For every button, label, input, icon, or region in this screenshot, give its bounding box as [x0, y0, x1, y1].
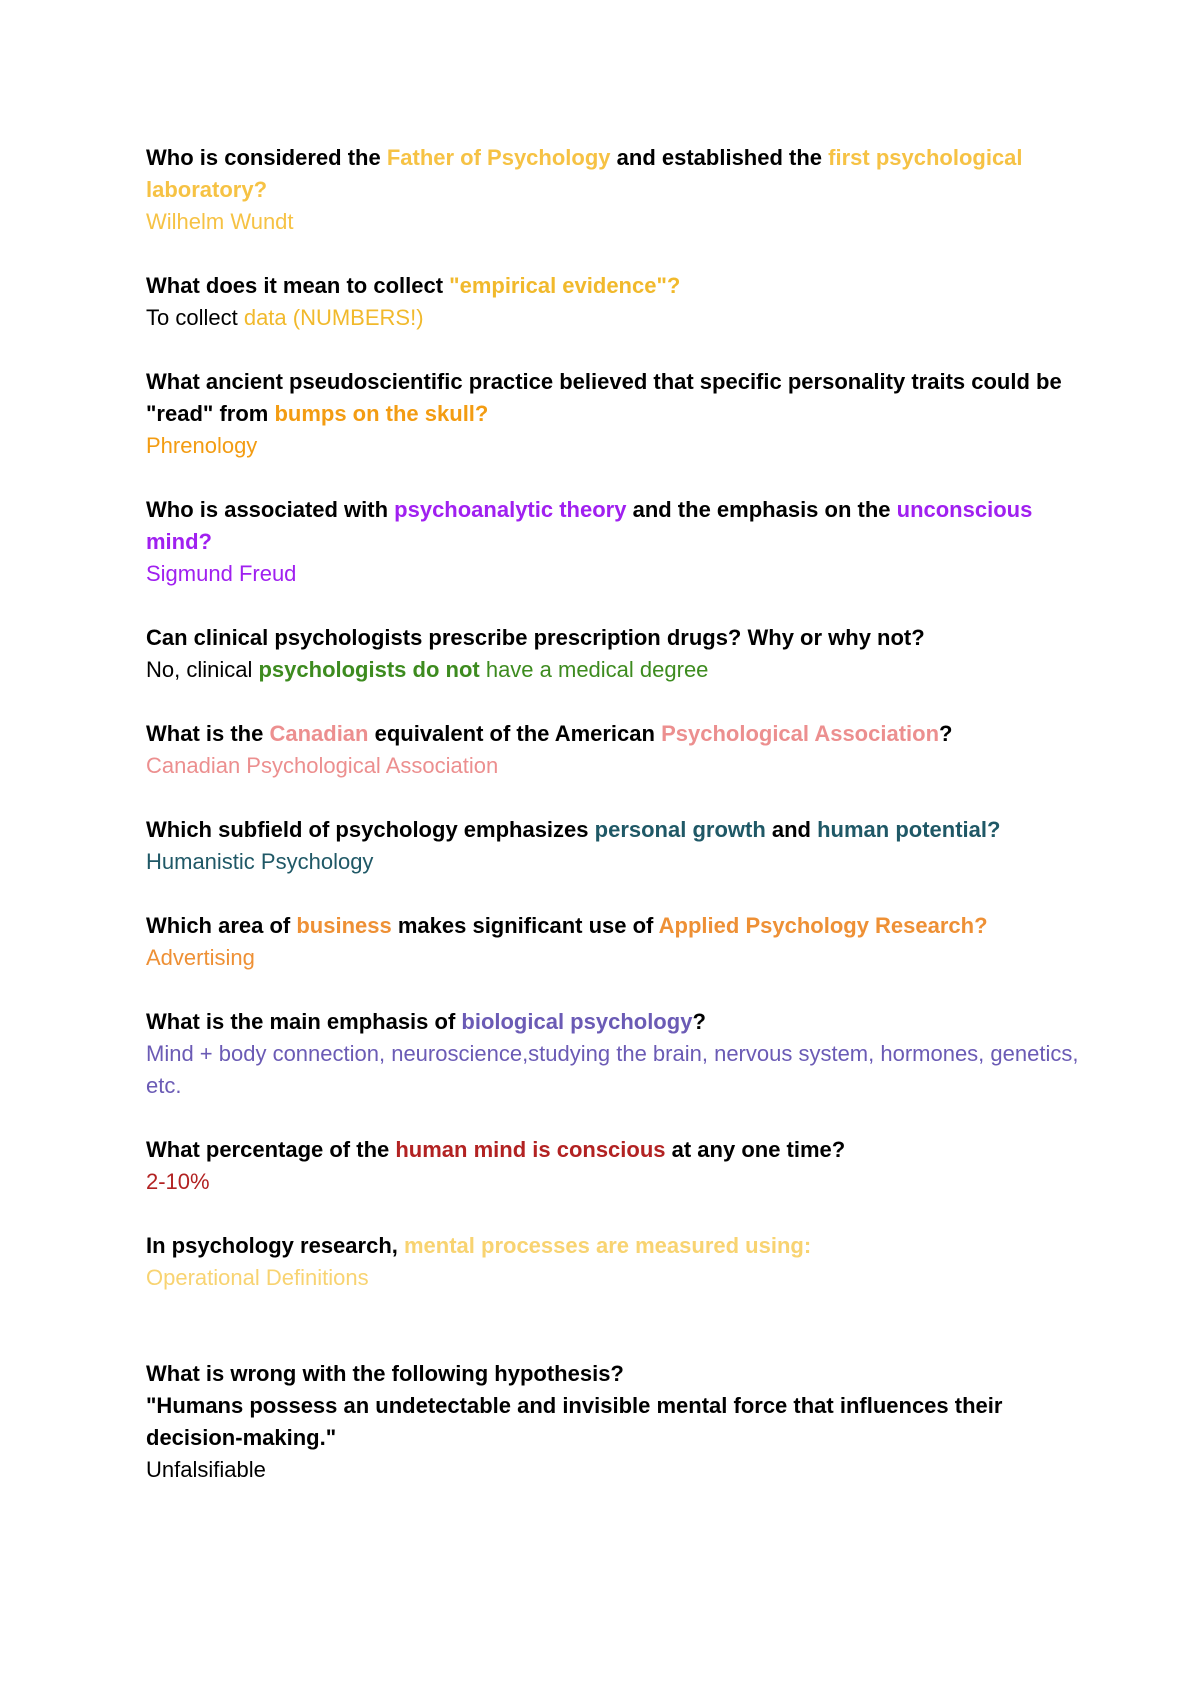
- answer: [146, 1454, 1086, 1486]
- answer-text: Operational Definitions: [146, 1265, 369, 1290]
- question-quote: [146, 1390, 1086, 1454]
- question-text: equivalent of the American: [368, 721, 662, 746]
- question: [146, 910, 1086, 942]
- answer: [146, 846, 1086, 878]
- question-text: and established the: [610, 145, 829, 170]
- question-text: In psychology research,: [146, 1233, 404, 1258]
- question: [146, 1230, 1086, 1262]
- qa-item: [146, 1358, 1086, 1486]
- highlight-text: psychoanalytic theory: [394, 497, 627, 522]
- answer-text: Phrenology: [146, 433, 258, 458]
- answer-text: To collect: [146, 305, 244, 330]
- answer: [146, 942, 1086, 974]
- question-text: ?: [692, 1009, 706, 1034]
- question-text: What percentage of the: [146, 1137, 396, 1162]
- answer: [146, 1166, 1086, 1198]
- qa-item: [146, 1006, 1086, 1102]
- question-text: and the emphasis on the: [626, 497, 897, 522]
- question-text: "Humans possess an undetectable and invisible mental force that influences their decision-making.": [146, 1393, 1003, 1450]
- answer: [146, 1262, 1086, 1294]
- question-text: Can clinical psychologists prescribe prescription drugs? Why or why not?: [146, 625, 925, 650]
- question: [146, 1358, 1086, 1390]
- answer-text: Mind + body connection, neuroscience,studying the brain, nervous system, hormones, genetics, etc.: [146, 1041, 1079, 1098]
- highlight-text: first psychological laboratory?: [146, 145, 1023, 202]
- highlight-text: unconscious mind?: [146, 497, 1033, 554]
- question: [146, 622, 1086, 654]
- qa-item: [146, 910, 1086, 974]
- answer: [146, 302, 1086, 334]
- question-text: Who is considered the: [146, 145, 387, 170]
- highlight-text: Psychological Association: [661, 721, 940, 746]
- answer-text: Sigmund Freud: [146, 561, 297, 586]
- answer-text: Humanistic Psychology: [146, 849, 374, 874]
- qa-item: [146, 142, 1086, 238]
- answer: [146, 654, 1086, 686]
- answer-text: 2-10%: [146, 1169, 210, 1194]
- highlight-text: bumps on the skull?: [274, 401, 489, 426]
- question: [146, 814, 1086, 846]
- question: [146, 494, 1086, 558]
- question-text: What is the: [146, 721, 270, 746]
- question-text: ?: [939, 721, 953, 746]
- answer-text: No, clinical: [146, 657, 259, 682]
- qa-item: [146, 1134, 1086, 1198]
- answer: [146, 206, 1086, 238]
- question-text: What ancient pseudoscientific practice believed that specific personality traits could be "read" from: [146, 369, 1062, 426]
- answer: [146, 1038, 1086, 1102]
- answer: [146, 558, 1086, 590]
- question: [146, 142, 1086, 206]
- answer-text: Advertising: [146, 945, 255, 970]
- answer-text: Unfalsifiable: [146, 1457, 266, 1482]
- highlight-text: Canadian: [269, 721, 369, 746]
- qa-item: [146, 814, 1086, 878]
- question-text: and: [765, 817, 818, 842]
- highlight-text: biological psychology: [461, 1009, 693, 1034]
- question-text: What does it mean to collect: [146, 273, 450, 298]
- qa-item: [146, 270, 1086, 334]
- question-text: What is wrong with the following hypothesis?: [146, 1361, 624, 1386]
- question-text: Which subfield of psychology emphasizes: [146, 817, 595, 842]
- highlight-text: personal growth: [594, 817, 766, 842]
- highlight-text: psychologists do not: [258, 657, 480, 682]
- question: [146, 366, 1086, 430]
- highlight-text: business: [296, 913, 392, 938]
- question-text: makes significant use of: [391, 913, 659, 938]
- document-page: [146, 142, 1086, 1518]
- answer-text: Canadian Psychological Association: [146, 753, 499, 778]
- qa-item: [146, 718, 1086, 782]
- highlight-text: Applied Psychology Research?: [658, 913, 988, 938]
- question: [146, 1006, 1086, 1038]
- highlight-text: data (NUMBERS!): [243, 305, 424, 330]
- question: [146, 1134, 1086, 1166]
- question-text: Who is associated with: [146, 497, 395, 522]
- qa-item: [146, 1230, 1086, 1294]
- question-text: What is the main emphasis of: [146, 1009, 462, 1034]
- question-text: at any one time?: [665, 1137, 846, 1162]
- question: [146, 270, 1086, 302]
- answer-text: have a medical degree: [479, 657, 709, 682]
- highlight-text: "empirical evidence"?: [449, 273, 681, 298]
- highlight-text: Father of Psychology: [386, 145, 611, 170]
- highlight-text: human potential?: [817, 817, 1001, 842]
- answer: [146, 430, 1086, 462]
- highlight-text: human mind is conscious: [395, 1137, 666, 1162]
- qa-item: [146, 494, 1086, 590]
- answer: [146, 750, 1086, 782]
- highlight-text: mental processes are measured using:: [403, 1233, 812, 1258]
- answer-text: Wilhelm Wundt: [146, 209, 294, 234]
- question: [146, 718, 1086, 750]
- qa-item: [146, 366, 1086, 462]
- question-text: Which area of: [146, 913, 297, 938]
- qa-item: [146, 622, 1086, 686]
